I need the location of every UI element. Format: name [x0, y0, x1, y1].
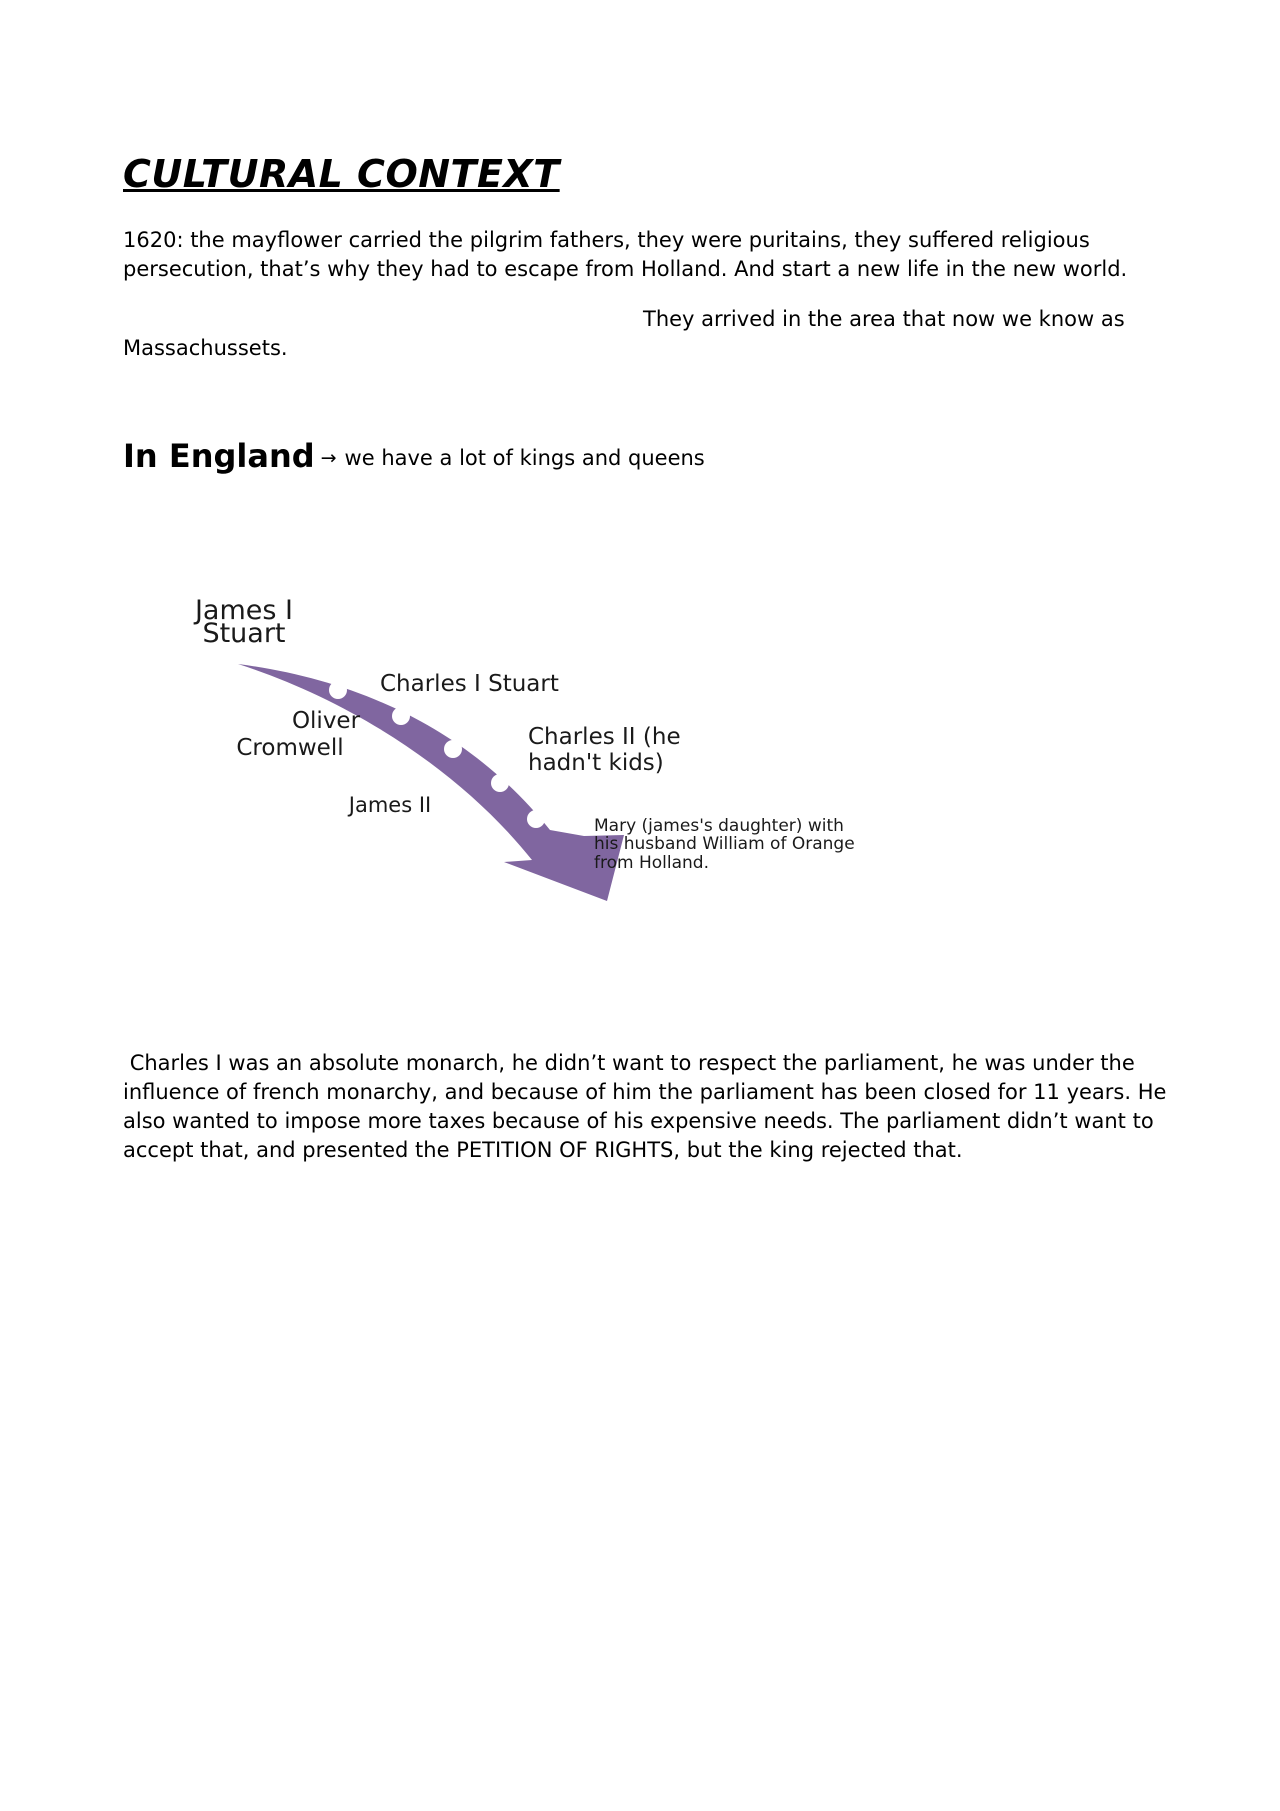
label-mary-holland: from Holland. [594, 853, 709, 873]
paragraph-massachusetts-text: They arrived in the area that now we know as Massachussets. [123, 307, 1125, 360]
label-cromwell: Cromwell [236, 735, 344, 761]
timeline-dot [392, 707, 410, 725]
label-charles-ii: Charles II (he [528, 724, 681, 750]
right-arrow-icon: → [320, 447, 337, 469]
label-charles-i: Charles I Stuart [380, 671, 559, 697]
paragraph-mayflower: 1620: the mayflower carried the pilgrim fathers, they were puritains, they suffered religious persecution, that’s why they had to escape from Holland. And start a new life in the new world. [123, 228, 1128, 281]
paragraph-charles-i [123, 1049, 1173, 1165]
paragraph-charles-i-text: Charles I was an absolute monarch, he didn’t want to respect the parliament, he was under the influence of french monarchy, and because of him the parliament has been closed for 11 years. He also wanted to impose more taxes because of his expensive needs. The parliament didn’t want to accept that, and presented the PETITION OF RIGHTS, but the king rejected that. [123, 1051, 1167, 1162]
label-oliver: Oliver [291, 708, 361, 734]
label-james-i-stuart: Stuart [202, 618, 286, 649]
timeline-dot [329, 681, 347, 699]
timeline-arrow [238, 664, 624, 901]
section-heading-label: In England [123, 437, 315, 475]
timeline-dot [444, 740, 462, 758]
section-heading-text: we have a lot of kings and queens [344, 446, 705, 470]
label-james-ii: James II [348, 793, 432, 817]
timeline-dot [491, 774, 509, 792]
page-title: CULTURAL CONTEXT [123, 152, 560, 196]
label-charles-ii-kids: hadn't kids) [528, 750, 664, 776]
label-mary: Mary (james's daughter) with [594, 816, 844, 836]
label-james-i: James I [194, 595, 294, 626]
timeline-dot [527, 810, 545, 828]
label-mary-husband: his husband William of Orange [594, 834, 855, 854]
